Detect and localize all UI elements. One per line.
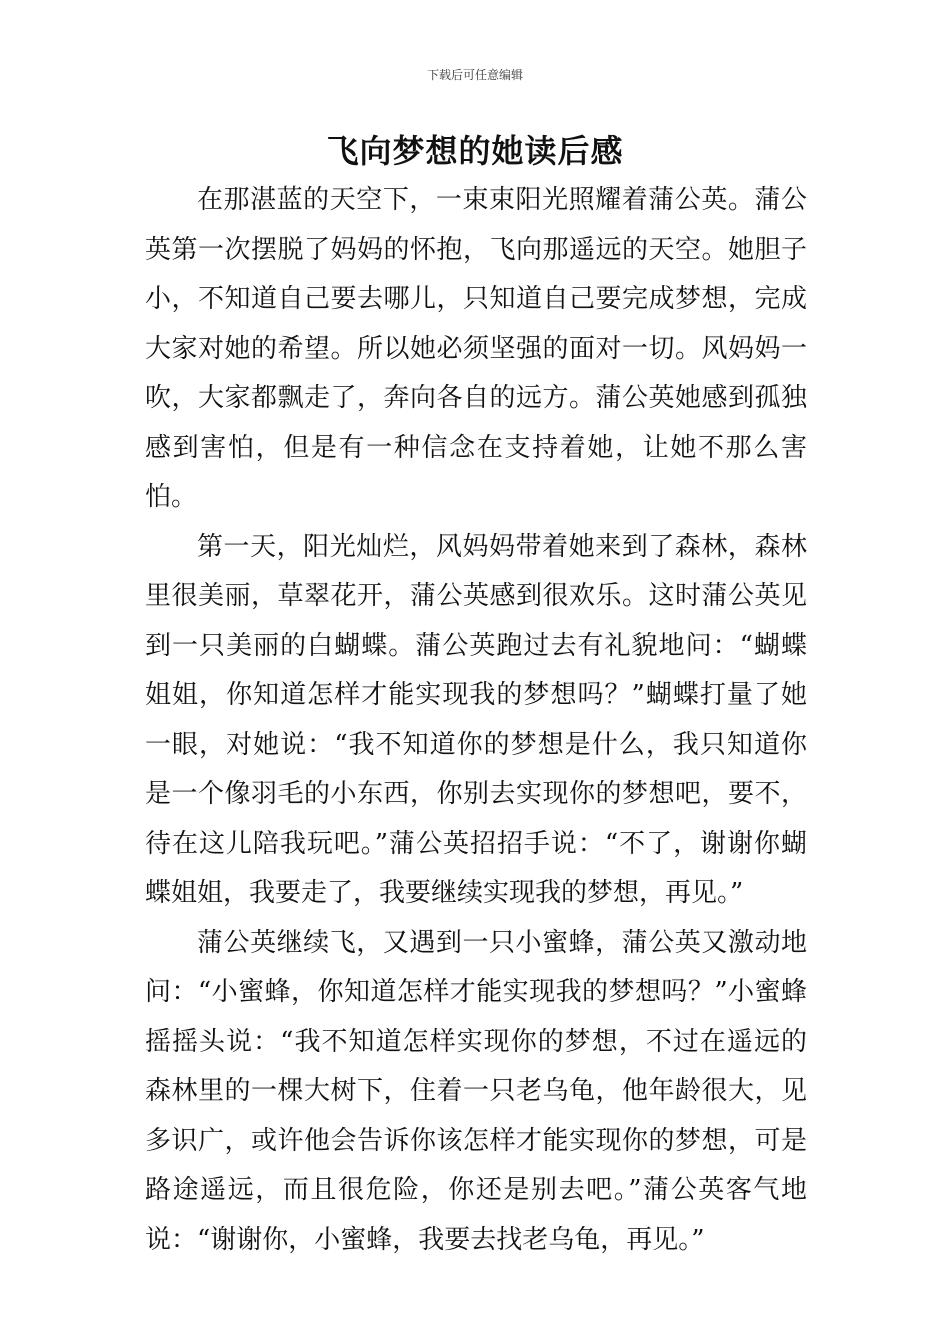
paragraph-2: 第一天，阳光灿烂，风妈妈带着她来到了森林，森林里很美丽，草翠花开，蒲公英感到很欢乐。这时蒲公英见到一只美丽的白蝴蝶。蒲公英跑过去有礼貌地问：“蝴蝶姐姐，你知道怎样才能实现我的梦想吗？”蝴蝶打量了她一眼，对她说：“我不知道你的梦想是什么，我只知道你是一个像羽毛的小东西，你别去实现你的梦想吧，要不，待在这儿陪我玩吧。”蒲公英招招手说：“不了，谢谢你蝴蝶姐姐，我要走了，我要继续实现我的梦想，再见。” — [145, 531, 807, 908]
document-body — [145, 176, 807, 1265]
paragraph-1: 在那湛蓝的天空下，一束束阳光照耀着蒲公英。蒲公英第一次摆脱了妈妈的怀抱，飞向那遥远的天空。她胆子小，不知道自己要去哪儿，只知道自己要完成梦想，完成大家对她的希望。所以她必须坚强的面对一切。风妈妈一吹，大家都飘走了，奔向各自的远方。蒲公英她感到孤独感到害怕，但是有一种信念在支持着她，让她不那么害怕。 — [145, 185, 807, 512]
document-title: 飞向梦想的她读后感 — [326, 132, 624, 170]
header-note: 下载后可任意编辑 — [426, 68, 523, 82]
paragraph-3: 蒲公英继续飞，又遇到一只小蜜蜂，蒲公英又激动地问：“小蜜蜂，你知道怎样才能实现我的梦想吗？”小蜜蜂摇摇头说：“我不知道怎样实现你的梦想，不过在遥远的森林里的一棵大树下，住着一只老乌龟，他年龄很大，见多识广，或许他会告诉你该怎样才能实现你的梦想，可是路途遥远，而且很危险，你还是别去吧。”蒲公英客气地说：“谢谢你，小蜜蜂，我要去找老乌龟，再见。” — [145, 927, 807, 1255]
